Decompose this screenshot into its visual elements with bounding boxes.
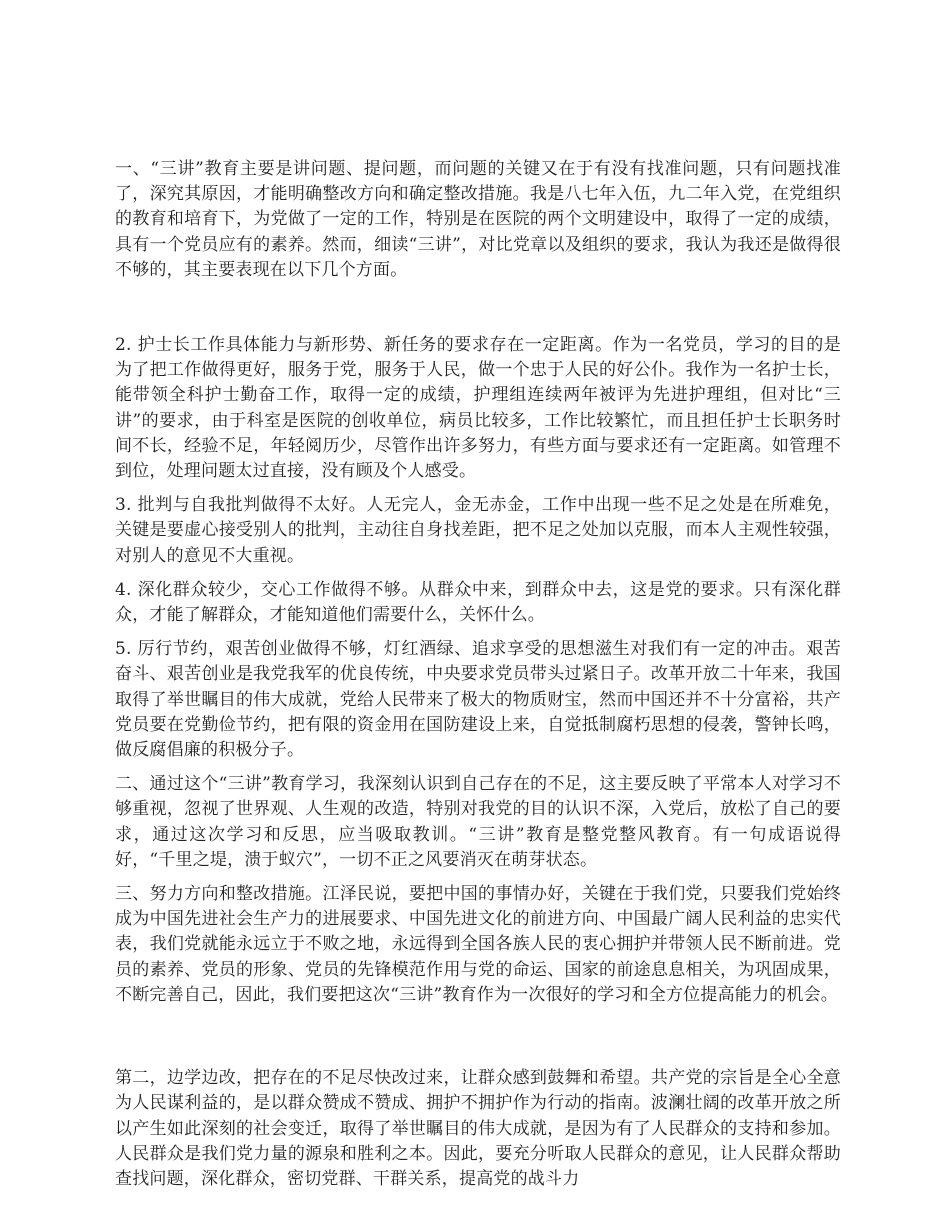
document-body xyxy=(115,157,841,1192)
paragraph-spacer xyxy=(115,628,841,637)
paragraph-section-2: 二、通过这个“三讲”教育学习，我深刻认识到自己存在的不足，这主要反映了平常本人对学习不够重视，忽视了世界观、人生观的改造，特别对我党的目的认识不深，入党后，放松了自己的要求，通过这次学习和反思，应当吸取教训。“三讲”教育是整党整风教育。有一句成语说得好，“千里之堤，溃于蚁穴”，一切不正之风要消灭在萌芽状态。 xyxy=(115,774,841,870)
paragraph-spacer xyxy=(115,283,841,333)
paragraph-item-5: 5. 厉行节约，艰苦创业做得不够，灯红酒绿、追求享受的思想滋生对我们有一定的冲击。艰苦奋斗、艰苦创业是我党我军的优良传统，中央要求党员带头过紧日子。改革开放二十年来，我国取得了举世瞩目的伟大成就，党给人民带来了极大的物质财宝，然而中国还并不十分富裕，共产党员要在党勤俭节约，把有限的资金用在国防建设上来，自觉抵制腐朽思想的侵袭，警钟长鸣，做反腐倡廉的积极分子。 xyxy=(115,639,841,761)
paragraph-second-point: 第二，边学边改，把存在的不足尽快改过来，让群众感到鼓舞和希望。共产党的宗旨是全心全意为人民谋利益的，是以群众赞成不赞成、拥护不拥护作为行动的指南。波澜壮阔的改革开放之所以产生如此深刻的社会变迁，取得了举世瞩目的伟大成就，是因为有了人民群众的支持和参加。人民群众是我们党力量的源泉和胜利之本。因此，要充分听取人民群众的意见，让人民群众帮助查找问题，深化群众，密切党群、干群关系，提高党的战斗力 xyxy=(115,1068,841,1189)
paragraph-item-3: 3. 批判与自我批判做得不太好。人无完人，金无赤金，工作中出现一些不足之处是在所难免，关键是要虚心接受别人的批判，主动往自身找差距，把不足之处加以克服，而本人主观性较强，对别人的意见不大重视。 xyxy=(115,495,841,566)
paragraph-spacer xyxy=(115,569,841,578)
paragraph-spacer xyxy=(115,873,841,882)
paragraph-spacer xyxy=(115,1008,841,1066)
paragraph-item-2: 2. 护士长工作具体能力与新形势、新任务的要求存在一定距离。作为一名党员，学习的目的是为了把工作做得更好，服务于党，服务于人民，做一个忠于人民的好公仆。我作为一名护士长，能带领全科护士勤奋工作，取得一定的成绩，护理组连续两年被评为先进护理组，但对比“三讲”的要求，由于科室是医院的创收单位，病员比较多，工作比较繁忙，而且担任护士长职务时间不长，经验不足，年轻阅历少，尽管作出许多努力，有些方面与要求还有一定距离。如管理不到位，处理问题太过直接，没有顾及个人感受。 xyxy=(115,335,841,482)
paragraph-spacer xyxy=(115,763,841,772)
paragraph-section-3: 三、努力方向和整改措施。江泽民说，要把中国的事情办好，关键在于我们党，只要我们党始终成为中国先进社会生产力的进展要求、中国先进文化的前进方向、中国最广阔人民利益的忠实代表，我们党就能永远立于不败之地，永远得到全国各族人民的衷心拥护并带领人民不断前进。党员的素养、党员的形象、党员的先锋模范作用与党的命运、国家的前途息息相关，为巩固成果，不断完善自己，因此，我们要把这次“三讲”教育作为一次很好的学习和全方位提高能力的机会。 xyxy=(115,884,841,1005)
paragraph-item-4: 4. 深化群众较少，交心工作做得不够。从群众中来，到群众中去，这是党的要求。只有深化群众，才能了解群众，才能知道他们需要什么，关怀什么。 xyxy=(115,579,841,626)
paragraph-intro: 一、“三讲”教育主要是讲问题、提问题，而问题的关键又在于有没有找准问题，只有问题找准了，深究其原因，才能明确整改方向和确定整改措施。我是八七年入伍，九二年入党，在党组织的教育和培育下，为党做了一定的工作，特别是在医院的两个文明建设中，取得了一定的成绩，具有一个党员应有的素养。然而，细读“三讲”，对比党章以及组织的要求，我认为我还是做得很不够的，其主要表现在以下几个方面。 xyxy=(115,159,841,280)
paragraph-spacer xyxy=(115,484,841,493)
